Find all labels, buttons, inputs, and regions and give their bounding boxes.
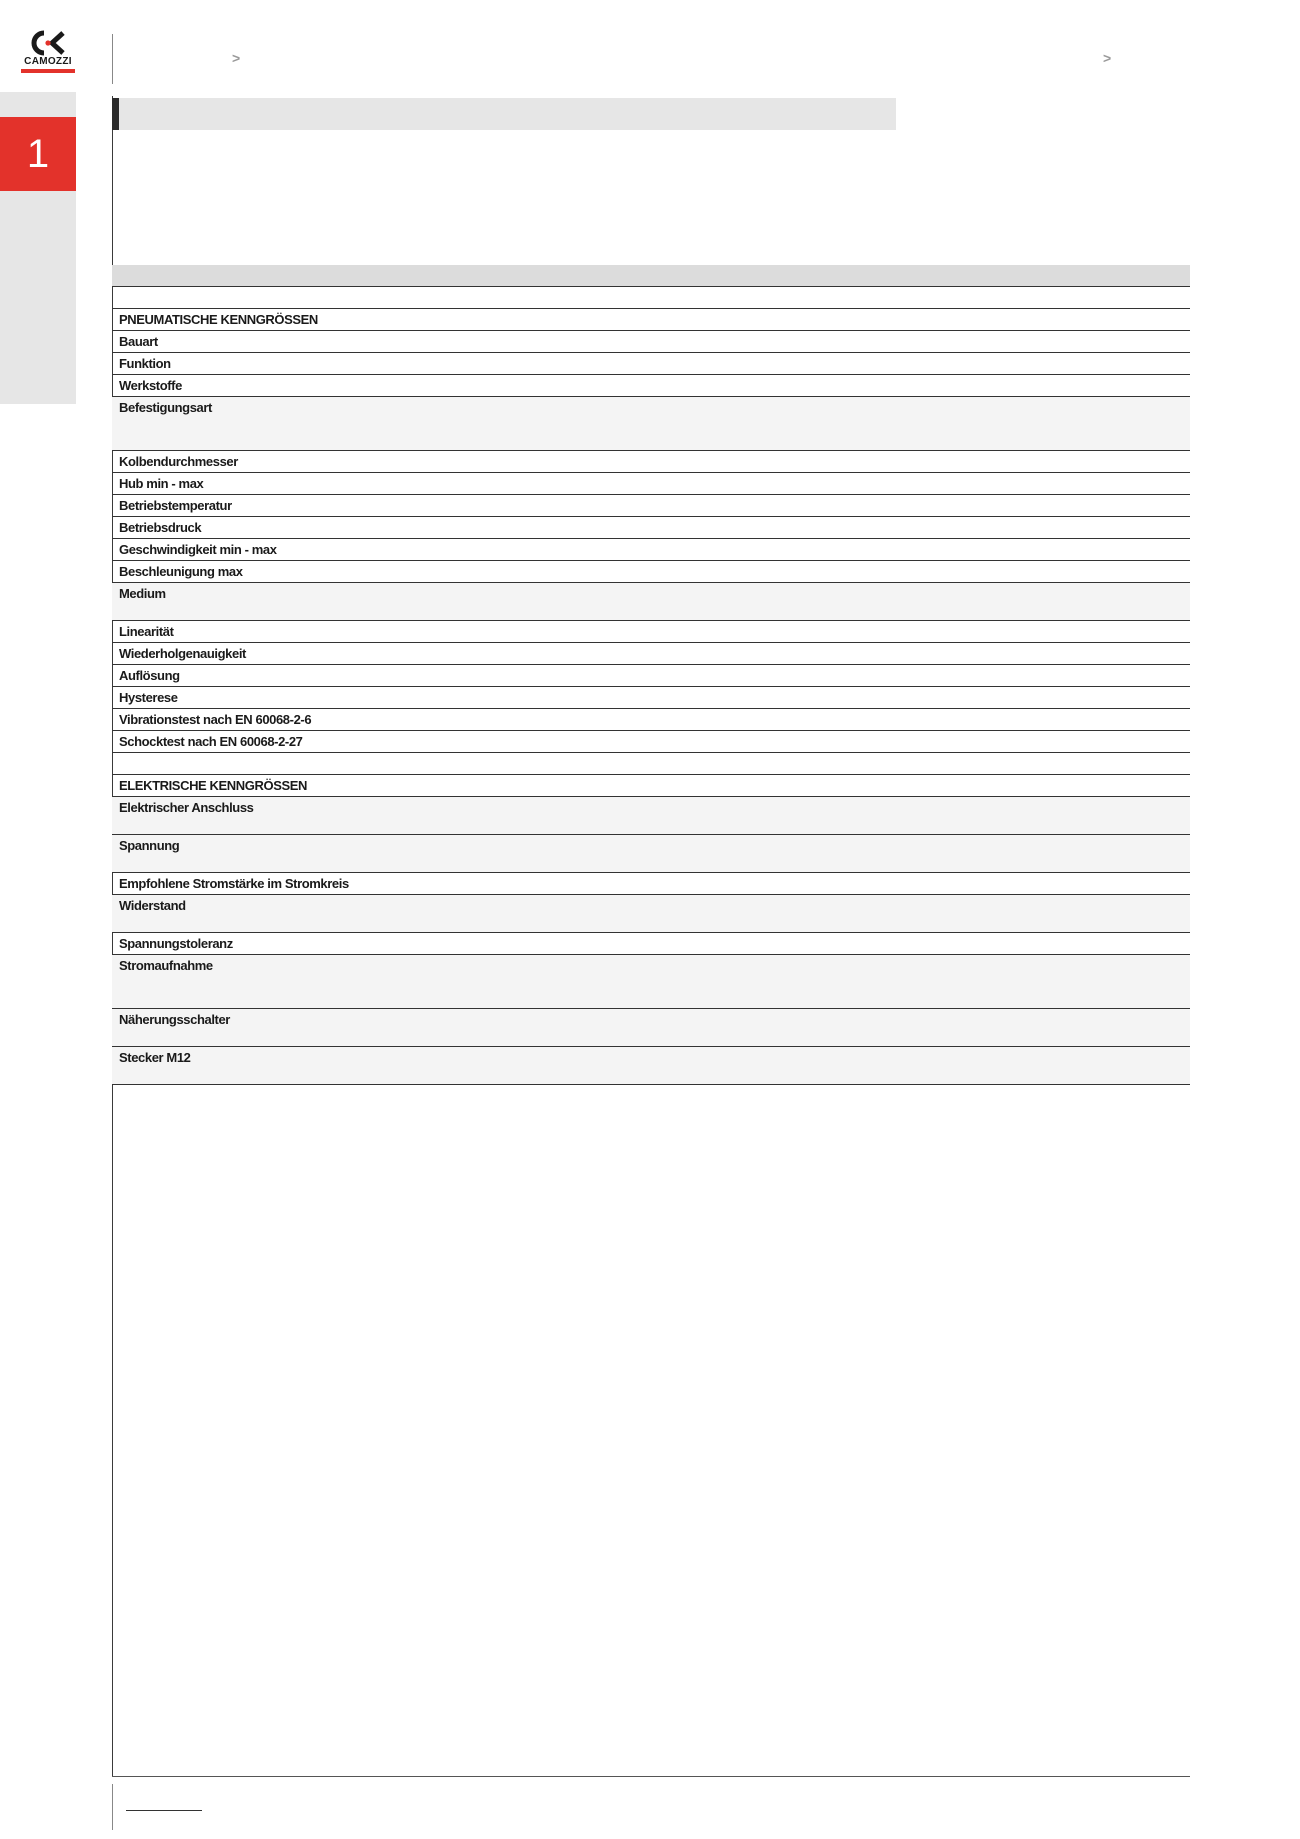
spec-table-row: Spannungstoleranz (112, 933, 1190, 955)
spec-table-row: PNEUMATISCHE KENNGRÖSSEN (112, 309, 1190, 331)
spec-table (112, 265, 1190, 1085)
breadcrumb-separator-icon: > (1103, 50, 1112, 66)
spec-table-row: Vibrationstest nach EN 60068-2-6 (112, 709, 1190, 731)
spec-table-row: Hub min - max (112, 473, 1190, 495)
spec-table-row: Funktion (112, 353, 1190, 375)
spec-table-row: Kolbendurchmesser (112, 451, 1190, 473)
spec-table-row: Medium (112, 583, 1190, 621)
spec-table-row: Befestigungsart (112, 397, 1190, 451)
spec-table-row: Bauart (112, 331, 1190, 353)
logo-underline (21, 69, 75, 73)
spec-table-row: ELEKTRISCHE KENNGRÖSSEN (112, 775, 1190, 797)
spec-table-row: Elektrischer Anschluss (112, 797, 1190, 835)
spec-table-row: Stecker M12 (112, 1047, 1190, 1085)
spec-table-header (112, 265, 1190, 287)
spec-table-row: Spannung (112, 835, 1190, 873)
footer-rule (126, 1810, 202, 1811)
spec-table-row: Hysterese (112, 687, 1190, 709)
spec-table-row: Empfohlene Stromstärke im Stromkreis (112, 873, 1190, 895)
footer-divider (112, 1784, 113, 1830)
breadcrumb-separator-icon: > (232, 50, 241, 66)
spec-table-row: Werkstoffe (112, 375, 1190, 397)
spec-table-row: Betriebstemperatur (112, 495, 1190, 517)
camozzi-logo (18, 30, 78, 74)
spec-table-row (112, 753, 1190, 775)
camozzi-logo-mark-icon (30, 30, 66, 56)
spec-table-row: Näherungsschalter (112, 1009, 1190, 1047)
spec-table-row: Schocktest nach EN 60068-2-27 (112, 731, 1190, 753)
header-divider (112, 34, 113, 84)
spec-table-row: Geschwindigkeit min - max (112, 539, 1190, 561)
spec-table-row: Betriebsdruck (112, 517, 1190, 539)
spec-table-row (112, 287, 1190, 309)
title-accent (112, 98, 119, 130)
content-bottom-rule (112, 1776, 1190, 1777)
spec-table-row: Linearität (112, 621, 1190, 643)
logo-wordmark: CAMOZZI (24, 56, 72, 67)
spec-table-row: Auflösung (112, 665, 1190, 687)
spec-table-row: Beschleunigung max (112, 561, 1190, 583)
spec-table-body (112, 287, 1190, 1085)
spec-table-row: Stromaufnahme (112, 955, 1190, 1009)
section-title-bar (112, 98, 896, 130)
spec-table-row: Widerstand (112, 895, 1190, 933)
chapter-tab[interactable]: 1 (0, 117, 76, 191)
spec-table-row: Wiederholgenauigkeit (112, 643, 1190, 665)
